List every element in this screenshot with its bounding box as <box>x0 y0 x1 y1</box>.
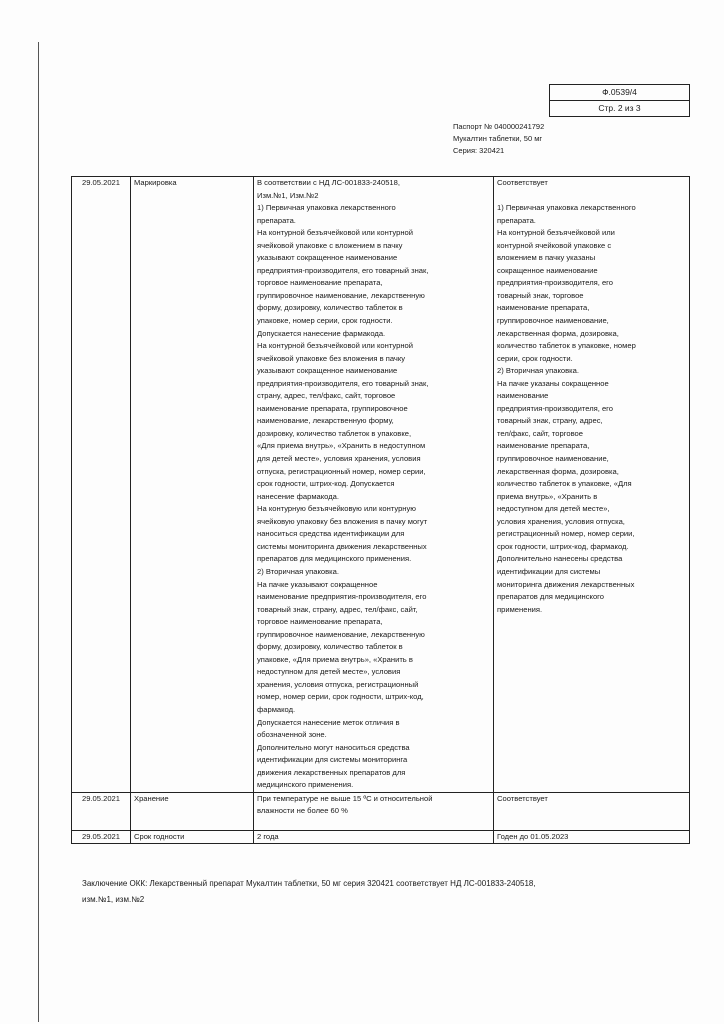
text-line: количество таблеток в упаковке, номер <box>497 341 636 351</box>
text-line <box>497 190 686 203</box>
text-line: группировочное наименование, лекарственную <box>257 629 425 639</box>
text-line: препаратов для медицинского применения. <box>257 554 412 564</box>
text-line: торговое наименование препарата, <box>257 278 383 288</box>
text-line: На пачке указывают сокращенное <box>257 579 378 589</box>
text-line: лекарственная форма, дозировка, <box>497 328 619 338</box>
text-line: наименование препарата, группировочное <box>257 403 408 413</box>
text-line: «Для приема внутрь», «Хранить в недоступном <box>257 441 426 451</box>
text-line: наименование предприятия-производителя, его <box>257 592 427 602</box>
text-line: ячейковую упаковку без вложения в пачку могут <box>257 516 428 526</box>
conclusion-line-2: изм.№1, изм.№2 <box>82 895 145 904</box>
text-line: Годен до 01.05.2023 <box>497 831 569 841</box>
text-line: На контурной безъячейковой или <box>497 228 615 238</box>
page-counter: Стр. 2 из 3 <box>550 100 689 116</box>
text-line: Изм.№1, Изм.№2 <box>257 190 319 200</box>
text-line: отпуска, регистрационный номер, номер серии, <box>257 466 426 476</box>
text-line: 1) Первичная упаковка лекарственного <box>497 203 636 213</box>
text-line: препарата. <box>497 215 536 225</box>
row-result <box>494 177 690 793</box>
text-line: страну, адрес, тел/факс, сайт, торговое <box>257 391 396 401</box>
text-line: Соответствует <box>497 178 548 187</box>
text-line: наименование, лекарственную форму, <box>257 416 394 426</box>
text-line: наименование <box>497 391 549 401</box>
passport-number: Паспорт № 040000241792 <box>453 122 545 131</box>
text-line: На контурной безъячейковой или контурной <box>257 228 413 238</box>
text-line: 2) Вторичная упаковка. <box>497 366 579 376</box>
text-line: товарный знак, страну, адрес, тел/факс, сайт, <box>257 604 418 614</box>
text-line: обозначенной зоне. <box>257 730 327 740</box>
text-line: При температуре не выше 15 ºС и относительной <box>257 793 433 803</box>
text-line: упаковке, номер серии, срок годности. <box>257 316 393 326</box>
row-date: 29.05.2021 <box>72 792 131 830</box>
text-line: количество таблеток в упаковке, «Для <box>497 479 632 489</box>
text-line: медицинского применения. <box>257 780 354 790</box>
text-line: товарный знак, страну, адрес, <box>497 416 603 426</box>
text-line: ячейковой упаковке без вложения в пачку <box>257 353 406 363</box>
text-line: предприятия-производителя, его товарный знак, <box>257 378 429 388</box>
text-line: движения лекарственных препаратов для <box>257 767 406 777</box>
text-line: упаковке, «Для приема внутрь», «Хранить в <box>257 654 413 664</box>
text-line: идентификации для системы <box>497 566 601 576</box>
text-line: фармакод. <box>257 704 296 714</box>
text-line: группировочное наименование, <box>497 316 609 326</box>
text-line: влажности не более 60 % <box>257 806 348 816</box>
text-line: регистрационный номер, номер серии, <box>497 529 635 539</box>
text-line: препаратов для медицинского <box>497 592 605 602</box>
row-parameter: Маркировка <box>131 177 254 793</box>
text-line: предприятия-производителя, его <box>497 278 614 288</box>
text-line: срок годности, штрих-код. Допускается <box>257 479 395 489</box>
text-line: предприятия-производителя, его <box>497 403 614 413</box>
text-line: Соответствует <box>497 793 548 803</box>
text-line: для детей месте», условия хранения, условия <box>257 454 421 464</box>
text-line: идентификации для системы мониторинга <box>257 755 408 765</box>
form-code-box <box>549 84 690 117</box>
row-result <box>494 830 690 844</box>
text-line: номер, номер серии, срок годности, штрих-код, <box>257 692 424 702</box>
text-line: применения. <box>497 604 543 614</box>
passport-product: Мукалтин таблетки, 50 мг <box>453 134 543 143</box>
text-line: 2) Вторичная упаковка. <box>257 566 339 576</box>
table-row-marking <box>72 177 690 793</box>
text-line: Допускается нанесение фармакода. <box>257 328 386 338</box>
text-line: лекарственная форма, дозировка, <box>497 466 619 476</box>
row-result <box>494 792 690 830</box>
passport-series: Серия: 320421 <box>453 146 505 155</box>
text-line: товарный знак, торговое <box>497 290 584 300</box>
text-line: На пачке указаны сокращенное <box>497 378 609 388</box>
text-line: Дополнительно могут наноситься средства <box>257 742 410 752</box>
text-line: предприятия-производителя, его товарный знак, <box>257 265 429 275</box>
passport-header <box>453 121 544 157</box>
scan-margin-line <box>38 42 39 1022</box>
text-line: срок годности, штрих-код, фармакод. <box>497 541 629 551</box>
text-line: серии, срок годности. <box>497 353 573 363</box>
text-line: ячейковой упаковке с вложением в пачку <box>257 240 403 250</box>
text-line: хранения, условия отпуска, регистрационный <box>257 679 419 689</box>
row-requirement <box>254 177 494 793</box>
text-line: В соответствии с НД ЛС-001833-240518, <box>257 178 400 187</box>
text-line: наноситься средства идентификации для <box>257 529 405 539</box>
text-line: указывают сокращенное наименование <box>257 366 398 376</box>
text-line: 1) Первичная упаковка лекарственного <box>257 203 396 213</box>
text-line: дозировку, количество таблеток в упаковке, <box>257 428 412 438</box>
text-line: недоступном для детей месте», условия <box>257 667 401 677</box>
text-line: недоступном для детей месте», <box>497 504 610 514</box>
row-date: 29.05.2021 <box>72 177 131 793</box>
text-line: 2 года <box>257 831 279 841</box>
text-line: препарата. <box>257 215 296 225</box>
text-line: указывают сокращенное наименование <box>257 253 398 263</box>
text-line: сокращенное наименование <box>497 265 598 275</box>
row-parameter: Хранение <box>131 792 254 830</box>
text-line: вложением в пачку указаны <box>497 253 596 263</box>
text-line: Дополнительно нанесены средства <box>497 554 623 564</box>
row-requirement <box>254 792 494 830</box>
text-line: контурной ячейковой упаковке с <box>497 240 612 250</box>
conclusion <box>82 876 642 908</box>
text-line: мониторинга движения лекарственных <box>497 579 635 589</box>
text-line: форму, дозировку, количество таблеток в <box>257 303 403 313</box>
text-line: нанесение фармакода. <box>257 491 339 501</box>
text-line: группировочное наименование, лекарственную <box>257 290 425 300</box>
text-line: тел/факс, сайт, торговое <box>497 428 583 438</box>
quality-control-table <box>71 176 690 844</box>
text-line: форму, дозировку, количество таблеток в <box>257 642 403 652</box>
text-line: Допускается нанесение меток отличия в <box>257 717 400 727</box>
table-row-shelf-life <box>72 830 690 844</box>
text-line: условия хранения, условия отпуска, <box>497 516 625 526</box>
row-date: 29.05.2021 <box>72 830 131 844</box>
row-requirement <box>254 830 494 844</box>
text-line: приема внутрь», «Хранить в <box>497 491 598 501</box>
table-row-storage <box>72 792 690 830</box>
text-line: системы мониторинга движения лекарственных <box>257 541 427 551</box>
text-line: торговое наименование препарата, <box>257 617 383 627</box>
text-line: наименование препарата, <box>497 303 590 313</box>
text-line: На контурной безъячейковой или контурной <box>257 341 413 351</box>
text-line: На контурную безъячейковую или контурную <box>257 504 416 514</box>
row-parameter: Срок годности <box>131 830 254 844</box>
form-code: Ф.0539/4 <box>602 87 637 97</box>
text-line: группировочное наименование, <box>497 454 609 464</box>
conclusion-line-1: Заключение ОКК: Лекарственный препарат Мукалтин таблетки, 50 мг серия 320421 соответствует НД ЛС-001833-240518, <box>82 879 536 888</box>
text-line: наименование препарата, <box>497 441 590 451</box>
